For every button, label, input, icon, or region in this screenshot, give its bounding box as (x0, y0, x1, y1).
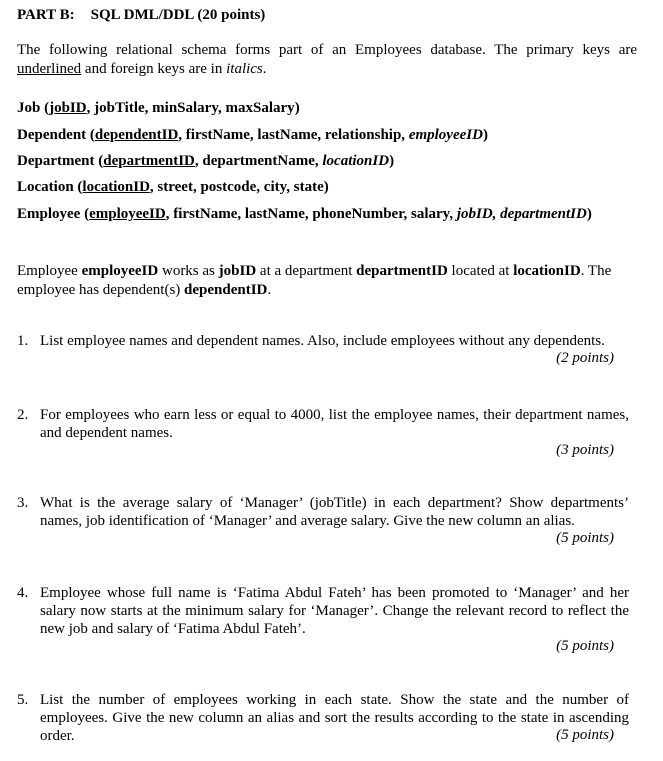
schema-dependent (17, 126, 488, 145)
intro-italics-word: italics (226, 61, 263, 77)
schema-punct: ) (586, 206, 592, 222)
question-5 (17, 691, 629, 745)
schema-punct: ( (73, 179, 83, 195)
rel-key: employeeID (81, 263, 159, 279)
schema-location (17, 178, 329, 197)
schema-punct: ( (40, 100, 50, 116)
relation-name: Dependent (17, 127, 87, 143)
question-number: 4. (17, 585, 29, 601)
schema-punct: ) (323, 179, 329, 195)
relationship-paragraph (17, 262, 632, 300)
rel-text: Employee (17, 263, 82, 279)
question-number: 3. (17, 495, 29, 511)
schema-employee (17, 205, 592, 224)
schema-punct: ( (94, 153, 104, 169)
question-points: (3 points) (556, 442, 614, 458)
relation-name: Job (17, 100, 41, 116)
rel-text: at a department (256, 263, 357, 279)
part-label: PART B: (17, 7, 75, 23)
question-number: 5. (17, 692, 29, 708)
question-text: List employee names and dependent names. Also, include employees without any dependents. (40, 333, 605, 349)
intro-text: . (262, 61, 267, 77)
schema-punct: ) (389, 153, 395, 169)
rel-text: . (267, 282, 272, 298)
question-points: (5 points) (556, 727, 614, 743)
schema-punct: ) (482, 127, 488, 143)
attributes: , departmentName, (194, 153, 323, 169)
schema-department (17, 152, 394, 171)
question-number: 2. (17, 407, 29, 423)
intro-underlined-word: underlined (17, 61, 82, 77)
attributes: , firstName, lastName, relationship, (178, 127, 409, 143)
question-number: 1. (17, 333, 29, 349)
rel-key: jobID (218, 263, 257, 279)
foreign-key: locationID (322, 153, 390, 169)
intro-text: and foreign keys are in (81, 61, 227, 77)
part-title: SQL DML/DDL (20 points) (90, 7, 266, 23)
foreign-key: jobID, departmentID (456, 206, 587, 222)
rel-key: departmentID (356, 263, 448, 279)
rel-text: located at (447, 263, 514, 279)
attributes: , jobTitle, minSalary, maxSalary (86, 100, 295, 116)
section-title (17, 7, 265, 24)
relation-name: Employee (17, 206, 81, 222)
intro-paragraph (17, 41, 637, 79)
attributes: , street, postcode, city, state (149, 179, 324, 195)
rel-text: . The employee has dependent(s) (17, 263, 612, 298)
question-points: (2 points) (556, 350, 614, 366)
rel-key: dependentID (184, 282, 268, 298)
relation-name: Location (17, 179, 74, 195)
relation-name: Department (17, 153, 95, 169)
rel-key: locationID (513, 263, 581, 279)
intro-text: The following relational schema forms part of an Employees database. The primary keys are (17, 42, 637, 58)
question-2 (17, 406, 629, 442)
attributes: , firstName, lastName, phoneNumber, salary, (165, 206, 457, 222)
schema-punct: ( (86, 127, 95, 143)
question-3 (17, 494, 629, 530)
question-1 (17, 332, 629, 350)
question-text: List the number of employees working in each state. Show the state and the number of employees. Give the new column an alias and sort the results according to the state in ascending order. (40, 692, 629, 744)
schema-punct: ( (80, 206, 90, 222)
question-text: Employee whose full name is ‘Fatima Abdul Fateh’ has been promoted to ‘Manager’ and her salary now starts at the minimum salary for ‘Manager’. Change the relevant record to reflect the new job and salary of ‘Fatima Abdul Fateh’. (40, 585, 629, 637)
schema-punct: ) (294, 100, 300, 116)
primary-key: jobID (49, 100, 87, 116)
question-points: (5 points) (556, 530, 614, 546)
question-text: What is the average salary of ‘Manager’ (jobTitle) in each department? Show departments’ names, job identification of ‘Manager’ and average salary. Give the new column an alias. (40, 495, 629, 529)
primary-key: departmentID (103, 153, 195, 169)
question-points: (5 points) (556, 638, 614, 654)
rel-text: works as (158, 263, 219, 279)
foreign-key: employeeID (408, 127, 483, 143)
primary-key: locationID (82, 179, 150, 195)
primary-key: dependentID (94, 127, 179, 143)
schema-job (17, 99, 300, 118)
question-text: For employees who earn less or equal to 4000, list the employee names, their department names, and dependent names. (40, 407, 629, 441)
primary-key: employeeID (89, 206, 166, 222)
question-4 (17, 584, 629, 638)
